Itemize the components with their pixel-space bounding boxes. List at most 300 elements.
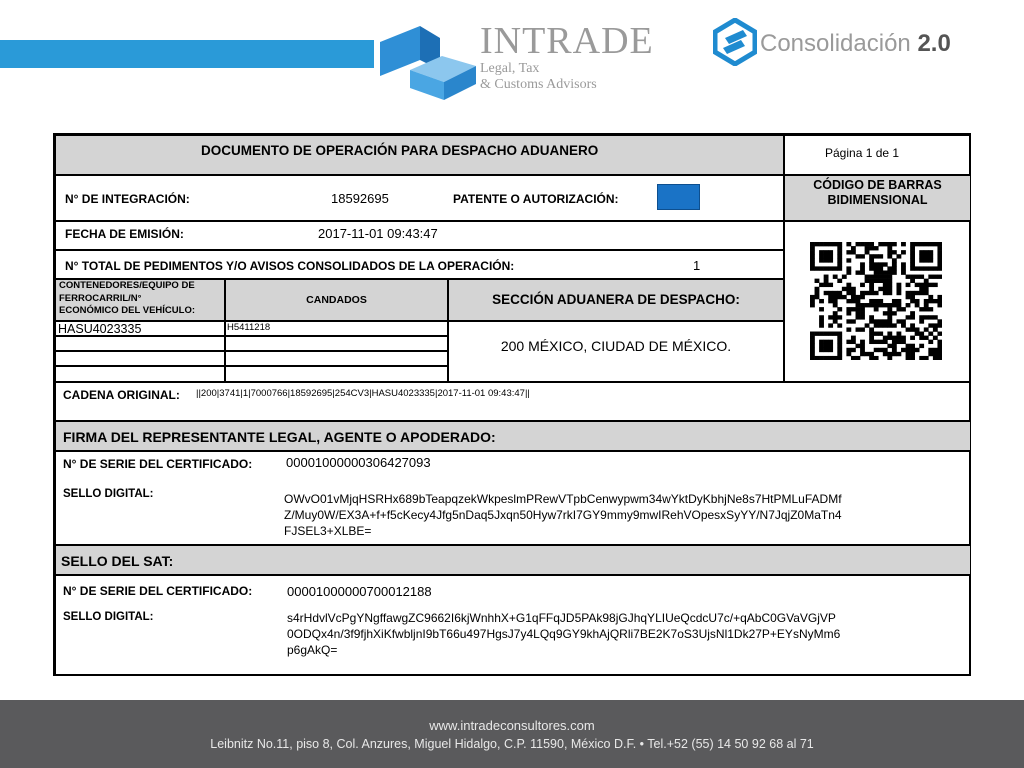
qr-module (860, 242, 865, 246)
qr-module (860, 270, 865, 274)
qr-module (924, 242, 929, 246)
candado-cell-4 (225, 366, 448, 382)
qr-module (860, 352, 865, 356)
qr-module (828, 254, 833, 258)
contenedor-value: HASU4023335 (58, 322, 142, 336)
qr-module (883, 348, 888, 352)
qr-module (901, 323, 906, 327)
qr-module (833, 315, 838, 319)
qr-module (928, 323, 933, 327)
qr-module (896, 303, 901, 307)
qr-module (824, 250, 829, 254)
qr-module (810, 242, 815, 246)
qr-module (892, 266, 897, 270)
qr-module (928, 340, 933, 344)
seccion-label: SECCIÓN ADUANERA DE DESPACHO: (492, 292, 740, 307)
qr-module (933, 323, 938, 327)
qr-module (910, 291, 915, 295)
firma-serie-label: N° DE SERIE DEL CERTIFICADO: (63, 457, 253, 471)
qr-module (846, 352, 851, 356)
qr-module (928, 254, 933, 258)
qr-module (810, 258, 815, 262)
qr-module (810, 303, 815, 307)
qr-module (906, 315, 911, 319)
qr-module (828, 344, 833, 348)
qr-module (896, 299, 901, 303)
qr-module (846, 283, 851, 287)
qr-module (846, 291, 851, 295)
qr-module (851, 307, 856, 311)
qr-module (878, 323, 883, 327)
qr-module (846, 250, 851, 254)
qr-module (810, 332, 815, 336)
qr-module (883, 262, 888, 266)
qr-module (860, 262, 865, 266)
qr-module (896, 319, 901, 323)
qr-module (869, 287, 874, 291)
qr-module (828, 291, 833, 295)
qr-module (919, 254, 924, 258)
qr-module (924, 303, 929, 307)
fecha-value: 2017-11-01 09:43:47 (318, 226, 438, 241)
qr-module (846, 319, 851, 323)
contenedores-label-2: FERROCARRIL/N° (59, 292, 142, 304)
qr-module (846, 327, 851, 331)
qr-code-icon (810, 242, 942, 360)
qr-module (878, 332, 883, 336)
qr-module (869, 336, 874, 340)
qr-module (828, 258, 833, 262)
candado-cell-3 (225, 351, 448, 366)
qr-module (869, 266, 874, 270)
qr-module (937, 295, 942, 299)
qr-module (851, 295, 856, 299)
qr-module (892, 311, 897, 315)
qr-module (915, 299, 920, 303)
qr-module (828, 332, 833, 336)
qr-module (869, 332, 874, 336)
qr-module (933, 266, 938, 270)
qr-module (928, 283, 933, 287)
contenedor-cell-2 (55, 336, 225, 351)
qr-module (906, 356, 911, 360)
qr-module (837, 242, 842, 246)
qr-module (883, 242, 888, 246)
qr-module (833, 295, 838, 299)
qr-module (824, 242, 829, 246)
qr-module (819, 340, 824, 344)
qr-module (915, 266, 920, 270)
qr-module (851, 340, 856, 344)
qr-module (933, 242, 938, 246)
qr-module (865, 291, 870, 295)
qr-module (928, 332, 933, 336)
qr-module (892, 258, 897, 262)
qr-module (878, 299, 883, 303)
qr-module (824, 348, 829, 352)
qr-module (824, 279, 829, 283)
qr-module (842, 295, 847, 299)
qr-module (892, 352, 897, 356)
qr-module (901, 262, 906, 266)
qr-module (869, 299, 874, 303)
qr-module (828, 348, 833, 352)
qr-module (856, 254, 861, 258)
qr-module (810, 344, 815, 348)
qr-module (937, 275, 942, 279)
qr-module (887, 270, 892, 274)
sat-sello-line-3: p6gAkQ= (287, 643, 338, 657)
barcode-title-1: CÓDIGO DE BARRAS (813, 178, 942, 192)
qr-module (874, 291, 879, 295)
qr-module (887, 332, 892, 336)
qr-module (810, 246, 815, 250)
qr-module (883, 319, 888, 323)
barcode-title-2: BIDIMENSIONAL (827, 193, 928, 207)
qr-module (919, 266, 924, 270)
qr-module (810, 336, 815, 340)
qr-module (892, 262, 897, 266)
firma-sello-label: SELLO DIGITAL: (63, 488, 154, 500)
qr-module (824, 254, 829, 258)
qr-module (824, 356, 829, 360)
qr-module (869, 315, 874, 319)
qr-module (869, 254, 874, 258)
qr-module (937, 266, 942, 270)
sat-sello-line-1: s4rHdvlVcPgYNgffawgZC9662I6kjWnhhX+G1qFFqJD5PAk98jGJhqYLIUeQcdcU7c/+qAbC0GVaVGjVP (287, 611, 836, 625)
consolidacion-logo-icon (713, 18, 757, 66)
qr-module (924, 279, 929, 283)
qr-module (887, 336, 892, 340)
qr-module (851, 299, 856, 303)
qr-module (865, 246, 870, 250)
qr-module (915, 242, 920, 246)
qr-module (833, 291, 838, 295)
qr-module (824, 266, 829, 270)
qr-module (887, 344, 892, 348)
qr-module (819, 299, 824, 303)
qr-module (874, 340, 879, 344)
qr-module (833, 242, 838, 246)
qr-module (901, 319, 906, 323)
qr-module (924, 291, 929, 295)
qr-module (892, 250, 897, 254)
qr-module (901, 250, 906, 254)
qr-module (910, 242, 915, 246)
qr-module (887, 266, 892, 270)
qr-module (837, 250, 842, 254)
page-indicator: Página 1 de 1 (825, 146, 900, 160)
qr-module (924, 327, 929, 331)
qr-module (906, 275, 911, 279)
qr-module (815, 279, 820, 283)
qr-module (928, 352, 933, 356)
qr-module (915, 348, 920, 352)
qr-module (860, 344, 865, 348)
sat-serie-label: N° DE SERIE DEL CERTIFICADO: (63, 584, 253, 598)
qr-module (910, 356, 915, 360)
qr-module (819, 344, 824, 348)
qr-module (837, 295, 842, 299)
qr-module (910, 258, 915, 262)
qr-module (928, 275, 933, 279)
qr-module (837, 254, 842, 258)
qr-module (933, 275, 938, 279)
cadena-label: CADENA ORIGINAL: (63, 388, 180, 402)
qr-module (887, 303, 892, 307)
firma-sello-line-1: OWvO01vMjqHSRHx689bTeapqzekWkpeslmPRewVTpbCenwypwm34wYktDyKbhjNe8s7HtPMLuFADMf (284, 492, 842, 506)
qr-module (874, 303, 879, 307)
qr-module (883, 311, 888, 315)
qr-module (887, 283, 892, 287)
qr-module (856, 307, 861, 311)
qr-module (837, 332, 842, 336)
qr-module (937, 299, 942, 303)
qr-module (887, 250, 892, 254)
qr-module (896, 352, 901, 356)
qr-module (937, 323, 942, 327)
qr-module (910, 352, 915, 356)
qr-module (874, 279, 879, 283)
qr-module (928, 242, 933, 246)
qr-module (924, 254, 929, 258)
qr-module (846, 258, 851, 262)
contenedores-label (59, 280, 195, 318)
qr-module (924, 356, 929, 360)
qr-module (937, 242, 942, 246)
qr-module (846, 266, 851, 270)
qr-module (851, 250, 856, 254)
qr-module (883, 336, 888, 340)
qr-module (892, 242, 897, 246)
qr-module (837, 344, 842, 348)
candado-cell-2 (225, 336, 448, 351)
qr-module (919, 307, 924, 311)
qr-module (860, 315, 865, 319)
qr-module (910, 323, 915, 327)
qr-module (919, 242, 924, 246)
qr-module (910, 279, 915, 283)
qr-module (856, 315, 861, 319)
qr-module (869, 258, 874, 262)
fecha-label: FECHA DE EMISIÓN: (65, 227, 184, 241)
qr-module (878, 348, 883, 352)
qr-module (851, 348, 856, 352)
qr-module (883, 279, 888, 283)
qr-module (828, 283, 833, 287)
qr-module (892, 303, 897, 307)
firma-title: FIRMA DEL REPRESENTANTE LEGAL, AGENTE O APODERADO: (63, 429, 496, 445)
qr-module (833, 332, 838, 336)
firma-sello-line-3: FJSEL3+XLBE= (284, 524, 372, 538)
qr-module (837, 307, 842, 311)
qr-module (833, 266, 838, 270)
qr-module (928, 295, 933, 299)
qr-module (906, 348, 911, 352)
firma-sello-line-2: Z/Muy0W/EX3A+f+f5cKecy4Jfg5nDaq5Jxqn50Hyw7rkI7GY9mmy9mwIRehVOpesxSyYY/N7JqjZ0MaTn4 (284, 508, 842, 522)
qr-module (856, 242, 861, 246)
qr-module (928, 299, 933, 303)
qr-module (815, 295, 820, 299)
qr-module (865, 242, 870, 246)
qr-module (828, 242, 833, 246)
qr-module (933, 348, 938, 352)
qr-module (901, 266, 906, 270)
qr-module (906, 303, 911, 307)
qr-module (846, 340, 851, 344)
qr-module (883, 340, 888, 344)
qr-module (860, 291, 865, 295)
qr-module (819, 315, 824, 319)
qr-module (860, 283, 865, 287)
qr-module (933, 299, 938, 303)
qr-module (860, 266, 865, 270)
qr-module (865, 303, 870, 307)
qr-module (828, 295, 833, 299)
patente-label: PATENTE O AUTORIZACIÓN: (453, 192, 619, 206)
qr-module (887, 287, 892, 291)
qr-module (819, 323, 824, 327)
qr-module (919, 344, 924, 348)
qr-module (928, 266, 933, 270)
qr-module (906, 352, 911, 356)
qr-module (878, 303, 883, 307)
qr-module (919, 258, 924, 262)
qr-module (924, 315, 929, 319)
qr-module (846, 311, 851, 315)
qr-module (874, 254, 879, 258)
qr-module (915, 303, 920, 307)
qr-module (887, 242, 892, 246)
footer-address: Leibnitz No.11, piso 8, Col. Anzures, Miguel Hidalgo, C.P. 11590, México D.F. • Tel.+52 (55) 14 50 92 68 al 71 (210, 737, 814, 751)
qr-module (810, 250, 815, 254)
footer-website[interactable]: www.intradeconsultores.com (429, 718, 595, 733)
qr-module (878, 266, 883, 270)
cadena-value: ||200|3741|1|7000766|18592695|254CV3|HASU4023335|2017-11-01 09:43:47|| (196, 388, 530, 399)
qr-module (869, 327, 874, 331)
contenedor-cell-3 (55, 351, 225, 366)
qr-module (937, 332, 942, 336)
qr-module (865, 250, 870, 254)
qr-module (906, 327, 911, 331)
footer (0, 700, 1024, 768)
qr-module (910, 254, 915, 258)
qr-module (810, 340, 815, 344)
qr-module (910, 344, 915, 348)
sat-sello-label: SELLO DIGITAL: (63, 611, 154, 623)
qr-module (919, 287, 924, 291)
qr-module (883, 323, 888, 327)
qr-module (837, 336, 842, 340)
qr-module (887, 311, 892, 315)
qr-module (937, 254, 942, 258)
qr-module (910, 295, 915, 299)
qr-module (833, 311, 838, 315)
qr-module (937, 319, 942, 323)
qr-module (874, 266, 879, 270)
qr-module (919, 283, 924, 287)
qr-module (937, 250, 942, 254)
qr-module (924, 266, 929, 270)
qr-module (887, 279, 892, 283)
qr-module (837, 279, 842, 283)
qr-module (887, 307, 892, 311)
qr-module (906, 283, 911, 287)
sat-title: SELLO DEL SAT: (61, 553, 174, 569)
firma-sello-text (284, 491, 842, 539)
qr-module (896, 287, 901, 291)
qr-module (869, 279, 874, 283)
qr-module (851, 291, 856, 295)
qr-module (928, 315, 933, 319)
sat-sello-text (287, 610, 840, 658)
qr-module (846, 287, 851, 291)
qr-module (865, 279, 870, 283)
qr-module (883, 287, 888, 291)
qr-module (819, 283, 824, 287)
qr-module (837, 340, 842, 344)
qr-module (869, 246, 874, 250)
qr-module (824, 344, 829, 348)
qr-module (928, 250, 933, 254)
qr-module (815, 266, 820, 270)
qr-module (937, 262, 942, 266)
total-value: 1 (693, 258, 701, 273)
qr-module (819, 242, 824, 246)
qr-module (937, 340, 942, 344)
qr-module (937, 352, 942, 356)
sat-title-cell (55, 545, 971, 575)
qr-module (810, 266, 815, 270)
qr-module (833, 275, 838, 279)
integracion-label: N° DE INTEGRACIÓN: (65, 192, 190, 206)
qr-module (892, 270, 897, 274)
qr-module (915, 327, 920, 331)
qr-module (878, 287, 883, 291)
qr-module (851, 336, 856, 340)
sat-sello-line-2: 0ODQx4n/3f9fjhXiKfwbljnI9bT66u497HgsJ7y4LQq9GY9khAjQRli7BE2K7oS3UjsNl1Dk27P+EYsNyMm6 (287, 627, 841, 641)
qr-module (833, 303, 838, 307)
qr-module (828, 250, 833, 254)
qr-module (860, 295, 865, 299)
qr-module (906, 344, 911, 348)
qr-module (915, 291, 920, 295)
qr-module (819, 266, 824, 270)
qr-module (810, 348, 815, 352)
qr-module (865, 275, 870, 279)
qr-module (933, 352, 938, 356)
qr-module (860, 303, 865, 307)
qr-module (878, 254, 883, 258)
brand-name: INTRADE (480, 20, 654, 62)
qr-module (892, 344, 897, 348)
qr-module (810, 356, 815, 360)
qr-module (896, 307, 901, 311)
qr-module (887, 315, 892, 319)
total-label: N° TOTAL DE PEDIMENTOS Y/O AVISOS CONSOLIDADOS DE LA OPERACIÓN: (65, 259, 515, 273)
qr-module (819, 258, 824, 262)
contenedor-cell-4 (55, 366, 225, 382)
qr-module (937, 344, 942, 348)
qr-module (933, 283, 938, 287)
qr-module (837, 246, 842, 250)
qr-module (892, 299, 897, 303)
qr-module (874, 299, 879, 303)
qr-module (869, 283, 874, 287)
seccion-value: 200 MÉXICO, CIUDAD DE MÉXICO. (500, 338, 732, 354)
qr-module (846, 270, 851, 274)
qr-module (919, 319, 924, 323)
